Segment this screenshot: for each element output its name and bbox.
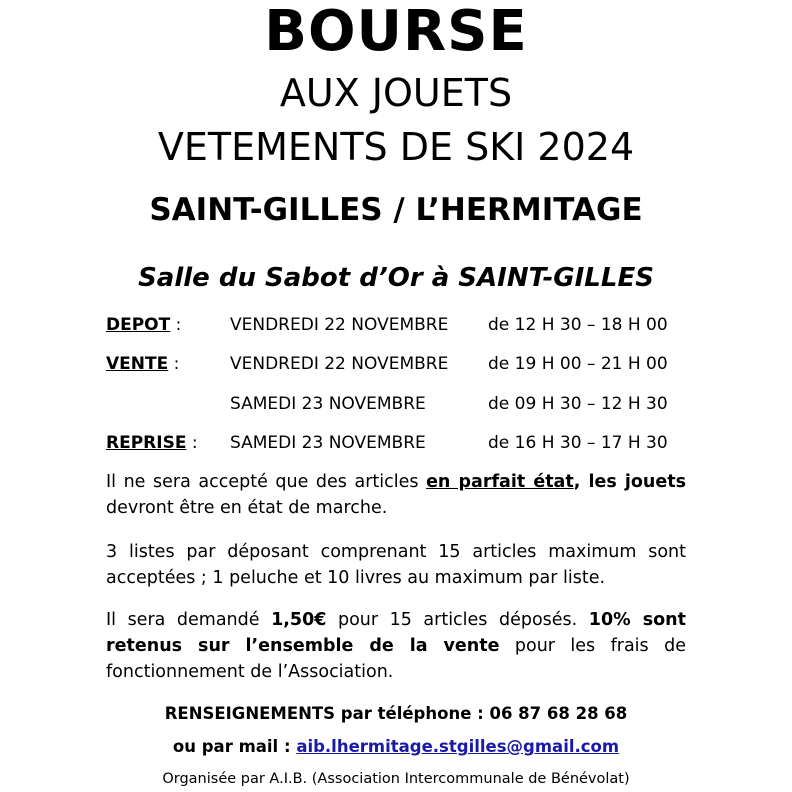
flyer-location: SAINT-GILLES / L’HERMITAGE xyxy=(149,192,643,228)
paragraph-lists: 3 listes par déposant comprenant 15 articles maximum sont acceptées ; 1 peluche et 10 livres au maximum par liste. xyxy=(106,542,686,588)
flyer-title: BOURSE xyxy=(264,0,528,64)
contact-phone: RENSEIGNEMENTS par téléphone : 06 87 68 28 68 xyxy=(164,704,628,723)
schedule-day: SAMEDI 23 NOVEMBRE xyxy=(230,433,426,453)
schedule-label: VENTE : xyxy=(106,354,180,374)
schedule-hours: de 19 H 00 – 21 H 00 xyxy=(488,354,668,374)
schedule-day: VENDREDI 22 NOVEMBRE xyxy=(230,354,449,374)
organizer-note: Organisée par A.I.B. (Association Intercommunale de Bénévolat) xyxy=(162,771,630,787)
schedule-day: SAMEDI 23 NOVEMBRE xyxy=(230,394,426,414)
contact-mail: ou par mail : aib.lhermitage.stgilles@gmail.com xyxy=(172,737,620,756)
schedule-hours: de 16 H 30 – 17 H 30 xyxy=(488,433,668,453)
mail-prefix: ou par mail xyxy=(172,737,279,756)
schedule-label: REPRISE : xyxy=(106,433,198,453)
email-link[interactable]: aib.lhermitage.stgilles@gmail.com xyxy=(296,737,620,756)
paragraph-fees: Il sera demandé 1,50€ pour 15 articles déposés. 10% sont retenus sur l’ensemble de la vente pour les frais de fonctionnement de l’Association. xyxy=(106,610,686,682)
schedule-hours: de 12 H 30 – 18 H 00 xyxy=(488,315,668,335)
flyer-subtitle-toys: AUX JOUETS xyxy=(279,71,513,115)
flyer-subtitle-ski: VETEMENTS DE SKI 2024 xyxy=(157,125,635,169)
schedule-label: DEPOT : xyxy=(106,315,182,335)
flyer-venue: Salle du Sabot d’Or à SAINT-GILLES xyxy=(138,263,654,293)
paragraph-condition: Il ne sera accepté que des articles en parfait état, les jouets devront être en état de marche. xyxy=(106,472,686,518)
schedule-hours: de 09 H 30 – 12 H 30 xyxy=(488,394,668,414)
schedule-day: VENDREDI 22 NOVEMBRE xyxy=(230,315,449,335)
